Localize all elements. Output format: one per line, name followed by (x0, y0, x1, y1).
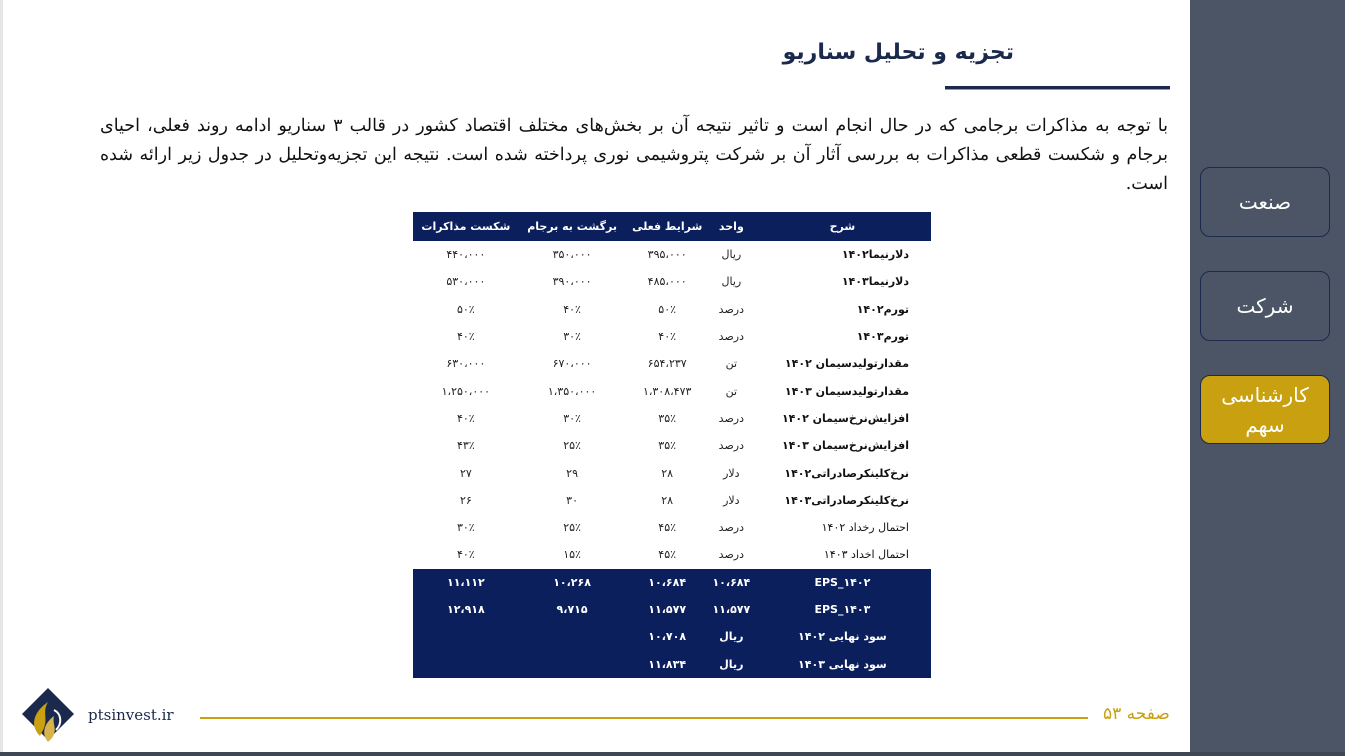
cell-unit: درصد (718, 302, 744, 316)
cell-current: ۳۹۵،۰۰۰ (647, 248, 687, 262)
table-row (413, 432, 931, 459)
nav-industry-label: صنعت (1238, 190, 1292, 214)
cell-unit: درصد (718, 330, 744, 344)
cell-failure (413, 623, 519, 650)
cell-return: ۱،۳۵۰،۰۰۰ (547, 384, 597, 398)
cell-current: ۲۸ (661, 493, 674, 507)
cell-current: ۴۵٪ (658, 521, 677, 535)
cell-return: ۹،۷۱۵ (519, 596, 626, 623)
header-talks-failure: شکست مذاکرات (413, 212, 519, 241)
cell-desc: دلارنیما۱۴۰۳ (841, 275, 909, 289)
cell-desc: نرخ‌کلینکرصادراتی۱۴۰۳ (784, 493, 909, 507)
cell-unit: ریال (721, 248, 742, 262)
cell-failure: ۱۱،۱۱۲ (413, 569, 519, 596)
cell-return: ۶۷۰،۰۰۰ (552, 357, 592, 371)
company-logo-icon (18, 684, 78, 746)
cell-current: ۱۰،۶۸۴ (625, 569, 708, 596)
cell-return: ۱۰،۲۶۸ (519, 569, 626, 596)
cell-return: ۲۵٪ (563, 521, 581, 535)
table-row (413, 296, 931, 323)
cell-failure: ۲۶ (459, 493, 472, 507)
table-row (413, 377, 931, 404)
header-current: شرایط فعلی (625, 212, 708, 241)
summary-row (413, 623, 931, 650)
cell-desc: افزایش‌نرخ‌سیمان ۱۴۰۲ (781, 411, 909, 425)
cell-return (519, 650, 626, 677)
bottom-edge (0, 752, 1345, 756)
table-header-row (413, 212, 931, 241)
cell-failure (413, 650, 519, 677)
cell-current: ۱۱،۸۳۴ (625, 650, 708, 677)
table-row (413, 241, 931, 268)
cell-current: ۳۵٪ (658, 439, 677, 453)
cell-desc: دلارنیما۱۴۰۲ (841, 248, 909, 262)
header-unit: واحد (709, 212, 754, 241)
nav-stock-label-line2: سهم (1245, 412, 1285, 437)
table-row (413, 487, 931, 514)
cell-current: ۵۰٪ (658, 302, 677, 316)
cell-current: ۱،۳۰۸،۴۷۳ (642, 384, 692, 398)
cell-current: ۱۰،۷۰۸ (625, 623, 708, 650)
cell-desc: تورم۱۴۰۳ (856, 330, 909, 344)
cell-desc: EPS_۱۴۰۲ (754, 569, 931, 596)
cell-return: ۳۰ (566, 493, 578, 507)
cell-unit: تن (725, 357, 738, 371)
cell-unit: درصد (718, 548, 744, 562)
cell-current: ۱۱،۵۷۷ (625, 596, 708, 623)
cell-unit: درصد (718, 411, 744, 425)
nav-company-label: شرکت (1236, 294, 1294, 318)
cell-failure: ۱،۲۵۰،۰۰۰ (441, 384, 491, 398)
cell-current: ۲۸ (661, 466, 674, 480)
table-row (413, 268, 931, 295)
page-title: تجزیه و تحلیل سناریو (782, 40, 1014, 65)
cell-desc: EPS_۱۴۰۳ (754, 596, 931, 623)
header-description: شرح (754, 212, 931, 241)
cell-desc: نرخ‌کلینکرصادراتی۱۴۰۲ (784, 466, 909, 480)
summary-row (413, 650, 931, 677)
cell-unit: تن (725, 384, 738, 398)
cell-current: ۴۸۵،۰۰۰ (647, 275, 687, 289)
cell-failure: ۵۰٪ (456, 302, 475, 316)
cell-desc: احتمال رخداد ۱۴۰۲ (821, 521, 909, 535)
cell-desc: افزایش‌نرخ‌سیمان ۱۴۰۳ (781, 439, 909, 453)
cell-return: ۳۰٪ (563, 411, 581, 425)
cell-desc: مقدارتولیدسیمان ۱۴۰۲ (784, 357, 909, 371)
cell-current: ۳۵٪ (658, 411, 677, 425)
cell-desc: احتمال اخداد ۱۴۰۳ (823, 548, 909, 562)
cell-desc: سود نهایی ۱۴۰۲ (754, 623, 931, 650)
cell-return (519, 623, 626, 650)
summary-row (413, 596, 931, 623)
cell-failure: ۲۷ (459, 466, 472, 480)
cell-failure: ۴۰٪ (456, 330, 475, 344)
table-row (413, 350, 931, 377)
nav-stock-analysis-button[interactable] (1200, 375, 1330, 444)
cell-return: ۱۵٪ (563, 548, 581, 562)
nav-industry-button[interactable] (1200, 167, 1330, 237)
cell-unit: ریال (721, 275, 742, 289)
cell-failure: ۱۲،۹۱۸ (413, 596, 519, 623)
footer-website-link[interactable]: ptsinvest.ir (88, 706, 174, 724)
table-row (413, 405, 931, 432)
intro-paragraph: با توجه به مذاکرات برجامی که در حال انجام است و تاثیر نتیجه آن بر بخش‌های مختلف اقتصاد کشور در قالب ۳ سناریو ادامه روند فعلی، احیای برجام و شکست قطعی مذاکرات به بررسی آثار آن بر شرکت پتروشیمی نوری پرداخته شده است. نتیجه این تجزیه‌وتحلیل در جدول زیر ارائه شده است. (100, 116, 1168, 194)
cell-failure: ۳۰٪ (456, 521, 475, 535)
cell-current: ۶۵۴،۲۳۷ (647, 357, 687, 371)
cell-failure: ۴۰٪ (456, 548, 475, 562)
cell-unit: دلار (723, 493, 740, 507)
table-row (413, 541, 931, 568)
scenario-table (413, 212, 931, 678)
cell-unit: درصد (718, 521, 744, 535)
cell-current: ۴۰٪ (658, 330, 677, 344)
cell-return: ۳۰٪ (563, 330, 581, 344)
cell-failure: ۴۰٪ (456, 411, 475, 425)
cell-unit: ریال (709, 623, 754, 650)
cell-desc: مقدارتولیدسیمان ۱۴۰۳ (784, 384, 909, 398)
cell-return: ۴۰٪ (563, 302, 581, 316)
cell-unit: ۱۱،۵۷۷ (709, 596, 754, 623)
cell-failure: ۵۳۰،۰۰۰ (446, 275, 486, 289)
cell-desc: سود نهایی ۱۴۰۳ (754, 650, 931, 677)
nav-company-button[interactable] (1200, 271, 1330, 341)
table-row (413, 514, 931, 541)
cell-unit: ۱۰،۶۸۴ (709, 569, 754, 596)
cell-failure: ۴۳٪ (456, 439, 475, 453)
table-row (413, 459, 931, 486)
cell-current: ۴۵٪ (658, 548, 677, 562)
footer-divider (200, 717, 1088, 719)
nav-stock-label-line1: کارشناسی (1221, 382, 1309, 407)
header-jcpoa-return: برگشت به برجام (519, 212, 626, 241)
cell-return: ۲۵٪ (563, 439, 581, 453)
cell-return: ۳۵۰،۰۰۰ (552, 248, 592, 262)
cell-return: ۳۹۰،۰۰۰ (552, 275, 592, 289)
cell-return: ۲۹ (566, 466, 578, 480)
slide-left-edge (0, 0, 3, 756)
cell-failure: ۴۴۰،۰۰۰ (446, 248, 486, 262)
title-underline-accent (945, 89, 1170, 90)
cell-unit: ریال (709, 650, 754, 677)
cell-unit: دلار (723, 466, 740, 480)
cell-failure: ۶۳۰،۰۰۰ (446, 357, 486, 371)
table-row (413, 323, 931, 350)
cell-unit: درصد (718, 439, 744, 453)
cell-desc: تورم۱۴۰۲ (856, 302, 909, 316)
page-number: صفحه ۵۳ (1103, 704, 1170, 724)
summary-row (413, 569, 931, 596)
